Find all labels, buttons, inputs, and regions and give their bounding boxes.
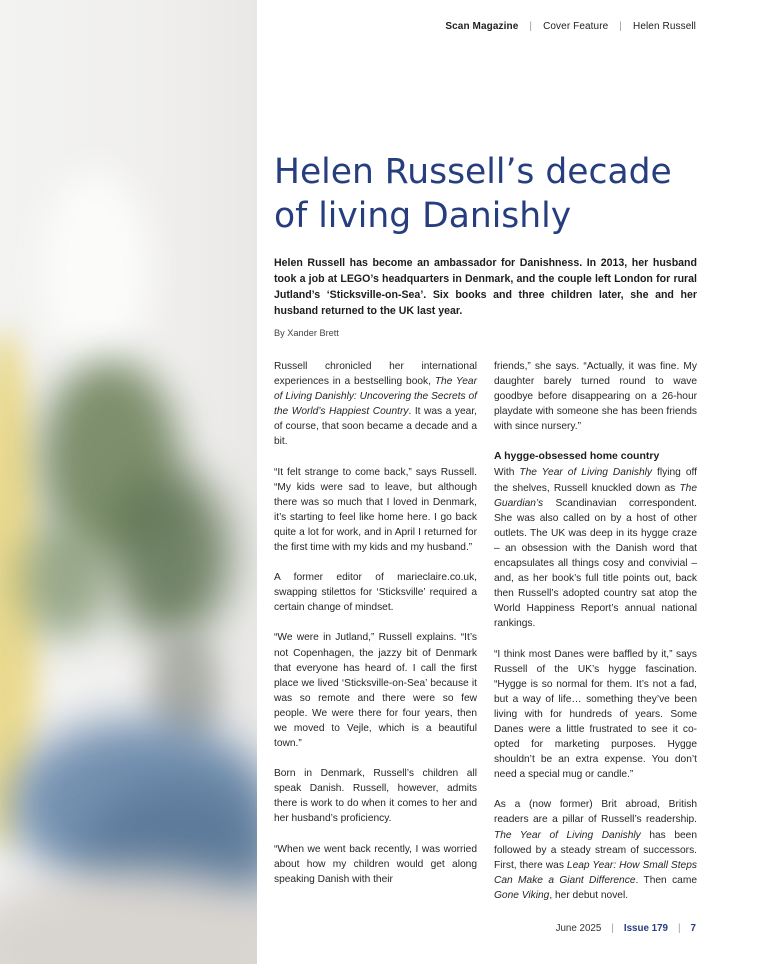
blurred-interior-photo <box>0 0 257 964</box>
body-column-right <box>494 359 697 918</box>
body-column-left <box>274 359 477 902</box>
paragraph: “It felt strange to come back,” says Russell. “My kids were sad to leave, but although there was so much that I loved in Denmark, it’s starting to feel like home here. I go back quite a lot for work, and in April I returned for the first time with my kids and my husband.” <box>274 466 477 554</box>
lamp-glow <box>40 170 150 370</box>
paragraph: Russell chronicled her international experiences in a bestselling book, The Year of Living Danishly: Uncovering the Secrets of the World’s Happiest Country. It was a year, of course, that soon became a decade and a bit. <box>274 361 477 448</box>
paragraph: “We were in Jutland,” Russell explains. “It’s not Copenhagen, the jazzy bit of Denmark that everyone has heard of. I call the first place we lived ‘Sticksville-on-Sea’ because it was so remote and there were so few people. We were there for four years, then we moved to Vejle, which is a beautiful town.” <box>274 632 477 750</box>
header-separator: | <box>529 21 533 32</box>
plant-leaves <box>110 470 230 640</box>
paragraph: Born in Denmark, Russell’s children all speak Danish. Russell, however, admits there is work to do when it comes to her and her husband’s proficiency. <box>274 768 477 825</box>
paragraph: As a (now former) Brit abroad, British readers are a pillar of Russell’s readership. The Year of Living Danishly has been followed by a steady stream of successors. First, there was Leap Year: How Small Steps Can Make a Giant Difference. Then came Gone Viking, her debut novel. <box>494 799 697 901</box>
article-title: Helen Russell’s decade of living Danishly <box>274 152 672 236</box>
issue-date: June 2025 <box>555 923 602 934</box>
issue-number: Issue 179 <box>623 923 668 934</box>
plant-leaves <box>20 520 110 640</box>
book-title: The Year of Living Danishly <box>519 467 653 479</box>
subheading: A hygge-obsessed home country <box>494 450 660 463</box>
book-title: Leap Year: How Small Steps Can Make a Giant Difference <box>494 859 697 886</box>
paragraph: A former editor of marieclaire.co.uk, swapping stilettos for ‘Sticksville’ required a certain change of mindset. <box>274 572 477 614</box>
section-name: Cover Feature <box>543 21 609 32</box>
page-number: 7 <box>690 923 696 934</box>
byline: By Xander Brett <box>274 328 339 338</box>
running-header <box>445 21 696 32</box>
paragraph: “When we went back recently, I was worried about how my children would get along speaking Danish with their <box>274 843 477 885</box>
book-title: Gone Viking <box>494 889 550 901</box>
page-footer <box>556 923 696 934</box>
subject-name: Helen Russell <box>633 21 696 32</box>
standfirst: Helen Russell has become an ambassador for Danishness. In 2013, her husband took a job at LEGO’s headquarters in Denmark, and the couple left London for rural Jutland’s ‘Sticksville-on-Sea’. Six books and three children later, she and her husband returned to the UK last year. <box>274 257 697 317</box>
paragraph: With The Year of Living Danishly flying off the shelves, Russell knuckled down as The Guardian’s Scandinavian correspondent. She was also called on by a host of other outlets. The UK was deep in its hygge craze – an obsession with the Danish word that encapsulates all things cosy and convivial – and, as her book’s full title points out, back then Russell’s adopted country sat atop the World Happiness Report’s annual national rankings. <box>494 467 697 630</box>
footer-separator: | <box>678 923 681 934</box>
floor <box>0 870 257 964</box>
header-separator: | <box>619 21 622 32</box>
book-title: The Year of Living Danishly: Uncovering the Secrets of the World’s Happiest Country <box>274 376 477 418</box>
publication-name: The Guardian’s <box>494 482 697 509</box>
paragraph: “I think most Danes were baffled by it,” says Russell of the UK’s hygge fascination. “Hygge is so normal for them. It’s not a fad, but a way of life… something they’ve been living with for hundreds of years. Some Danes were a little frustrated to see it co-opted for marketing purposes. Hygge shouldn’t be an extra expense. You don’t need a special mug or candle.” <box>494 648 697 781</box>
paragraph: friends,” she says. “Actually, it was fine. My daughter barely turned round to wave goodbye before disappearing on a 26-hour playdate with someone she has been friends with since nursery.” <box>494 361 697 433</box>
magazine-name: Scan Magazine <box>445 21 519 32</box>
footer-separator: | <box>611 923 614 934</box>
book-title: The Year of Living Danishly <box>494 829 641 841</box>
